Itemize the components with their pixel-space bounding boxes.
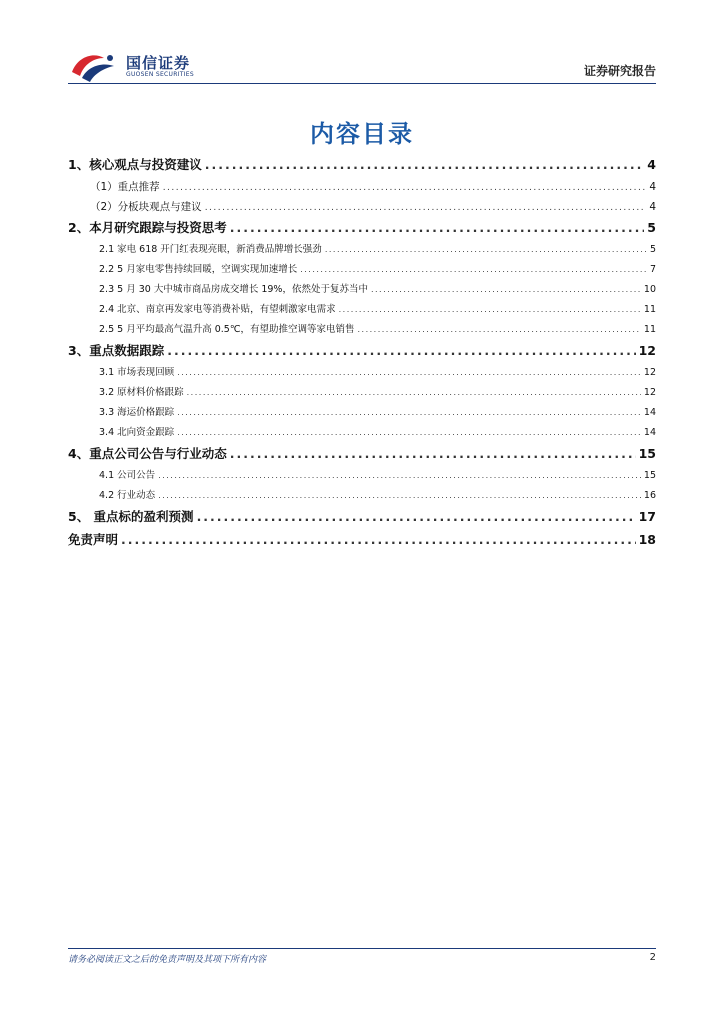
toc-leader-dots: [205, 199, 647, 217]
toc-entry-title: （2）分板块观点与建议: [90, 201, 202, 213]
toc-entry-page: 10: [643, 284, 656, 295]
report-type-label: 证券研究报告: [583, 64, 656, 78]
toc-entry[interactable]: [68, 178, 656, 198]
toc-entry-page: 12: [643, 387, 656, 398]
toc-entry[interactable]: [68, 507, 656, 530]
toc-entry-title: 免责声明: [68, 532, 119, 547]
toc-entry[interactable]: [68, 155, 656, 178]
footer-disclaimer: 请务必阅读正文之后的免责声明及其项下所有内容: [68, 955, 267, 965]
toc-entry[interactable]: [68, 364, 656, 384]
toc-entry[interactable]: [68, 281, 656, 301]
toc-entry-title: 4.2 行业动态: [99, 490, 156, 501]
toc-entry[interactable]: [68, 341, 656, 364]
toc-leader-dots: [158, 487, 641, 505]
toc-entry-page: 11: [643, 324, 656, 335]
toc-entry-title: 2.4 北京、南京再发家电等消费补贴，有望刺激家电需求: [99, 304, 336, 315]
toc-leader-dots: [187, 384, 641, 402]
toc-leader-dots: [371, 281, 641, 299]
toc-entry-title: 5、 重点标的盈利预测: [68, 509, 194, 524]
toc-entry-page: 11: [643, 304, 656, 315]
toc-entry-title: 3、重点数据跟踪: [68, 343, 165, 358]
toc-leader-dots: [177, 424, 641, 442]
toc-entry-page: 4: [649, 181, 656, 193]
page-header: [68, 48, 656, 88]
toc-leader-dots: [158, 467, 641, 485]
toc-entry-title: 4、重点公司公告与行业动态: [68, 446, 227, 461]
toc-leader-dots: [325, 241, 647, 259]
toc-entry-page: 12: [643, 367, 656, 378]
toc-entry[interactable]: [68, 404, 656, 424]
toc-entry-title: 2.3 5 月 30 大中城市商品房成交增长 19%，依然处于复苏当中: [99, 284, 368, 295]
toc-entry-page: 17: [638, 509, 656, 524]
toc-leader-dots: [205, 155, 645, 175]
toc-leader-dots: [197, 507, 636, 527]
toc-leader-dots: [339, 301, 641, 319]
toc-entry[interactable]: [68, 218, 656, 241]
toc-entry[interactable]: [68, 467, 656, 487]
toc-entry-title: 1、核心观点与投资建议: [68, 157, 202, 172]
toc-entry[interactable]: [68, 301, 656, 321]
toc-entry-page: 4: [649, 201, 656, 213]
toc-entry-page: 5: [649, 244, 656, 255]
toc-entry-title: 3.1 市场表现回顾: [99, 367, 175, 378]
toc-entry-title: 2.5 5 月平均最高气温升高 0.5℃，有望助推空调等家电销售: [99, 324, 355, 335]
toc-entry-title: 3.2 原材料价格跟踪: [99, 387, 184, 398]
toc-entry-title: 2、本月研究跟踪与投资思考: [68, 220, 227, 235]
toc-entry-page: 14: [643, 427, 656, 438]
toc-leader-dots: [163, 179, 647, 197]
toc-entry-page: 12: [638, 343, 656, 358]
toc-leader-dots: [230, 444, 636, 464]
toc-entry-page: 16: [643, 490, 656, 501]
toc-leader-dots: [167, 341, 635, 361]
toc-entry-page: 4: [647, 157, 656, 172]
toc-leader-dots: [300, 261, 647, 279]
toc-leader-dots: [358, 321, 641, 339]
toc-entry[interactable]: [68, 384, 656, 404]
toc-entry[interactable]: [68, 321, 656, 341]
toc-entry[interactable]: [68, 424, 656, 444]
company-logo: [68, 48, 218, 86]
page-number: 2: [649, 952, 656, 963]
guosen-logo-icon: [68, 50, 122, 84]
toc-entry[interactable]: [68, 444, 656, 467]
toc-leader-dots: [230, 218, 645, 238]
toc-entry[interactable]: [68, 530, 656, 553]
toc-entry-title: 3.3 海运价格跟踪: [99, 407, 175, 418]
page-title: 内容目录: [310, 120, 414, 148]
toc-entry-title: 2.1 家电 618 开门红表现亮眼，新消费品牌增长强劲: [99, 244, 322, 255]
footer-divider: [68, 948, 656, 949]
toc-leader-dots: [121, 530, 636, 550]
toc-entry-title: 3.4 北向资金跟踪: [99, 427, 175, 438]
header-divider: [68, 83, 656, 84]
logo-english-name: GUOSEN SECURITIES: [126, 71, 195, 78]
toc-entry-title: 4.1 公司公告: [99, 470, 156, 481]
toc-entry-page: 15: [638, 446, 656, 461]
toc-entry[interactable]: [68, 241, 656, 261]
logo-chinese-name: 国信证券: [126, 54, 191, 72]
toc-entry-page: 15: [643, 470, 656, 481]
toc-entry-page: 5: [647, 220, 656, 235]
toc-leader-dots: [177, 364, 641, 382]
toc-entry-title: （1）重点推荐: [90, 181, 160, 193]
toc-leader-dots: [177, 404, 641, 422]
toc-entry-page: 14: [643, 407, 656, 418]
toc-entry-page: 7: [649, 264, 656, 275]
toc-entry[interactable]: [68, 487, 656, 507]
toc-entry-page: 18: [638, 532, 656, 547]
toc-entry[interactable]: [68, 261, 656, 281]
table-of-contents: [68, 155, 656, 553]
toc-entry[interactable]: [68, 198, 656, 218]
toc-entry-title: 2.2 5 月家电零售持续回暖，空调实现加速增长: [99, 264, 298, 275]
